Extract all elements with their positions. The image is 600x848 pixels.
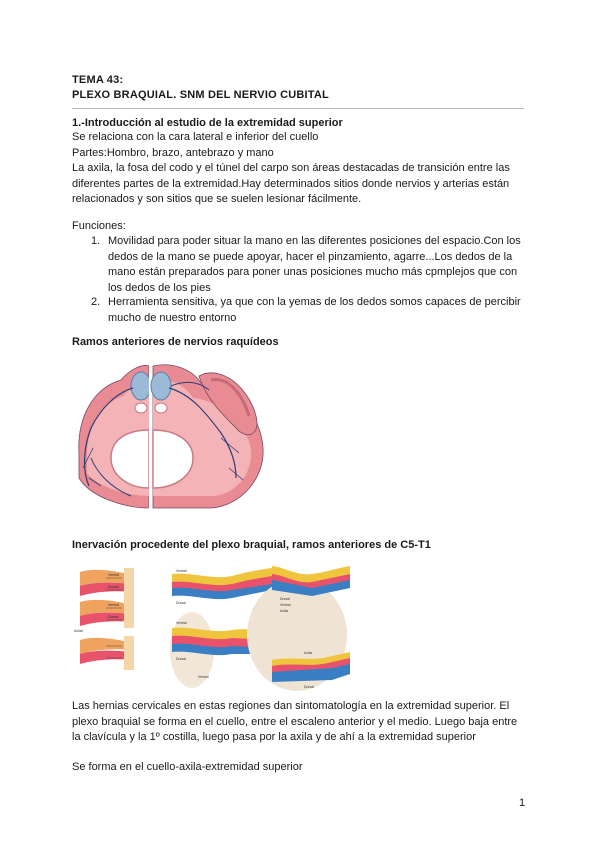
section1-heading: 1.-Introducción al estudio de la extremidad superior: [72, 117, 343, 129]
funciones-label: Funciones:: [72, 220, 126, 232]
list-item-1-line-2: dedos de la mano se puede apoyar, hacer el pinzamiento, agarre...Los dedos de la: [108, 250, 513, 263]
fig2-label-4: Dorsal: [108, 615, 119, 619]
fig2-label-2: Dorsal: [108, 585, 119, 589]
list-item-2-line-1: Herramienta sensitiva, ya que con la yemas de los dedos somos capaces de percibir: [108, 296, 521, 308]
page-number: 1: [519, 797, 526, 809]
hernias-line-2: plexo braquial se forma en el cuello, entre el escaleno anterior y el medio. Luego baja entre: [72, 715, 518, 728]
fig2-label-12: Ventral: [280, 603, 291, 607]
heading-ramos: Ramos anteriores de nervios raquídeos: [72, 336, 279, 348]
list-item-1-line-3: mano están preparados para poner unas posiciones mucho más cpmplejos que con: [108, 266, 518, 278]
intro-line-1: Se relaciona con la cara lateral e inferior del cuello: [72, 131, 319, 143]
fig2-label-11: Dorsal: [280, 597, 290, 601]
fig2-label-8: Ventral: [176, 621, 187, 625]
fig2-label-5: Axilar: [74, 629, 83, 633]
list-item-2-line-2: mucho de nuestro entorno: [108, 311, 237, 324]
heading-inervacion: Inervación procedente del plexo braquial, ramos anteriores de C5-T1: [72, 539, 431, 551]
fig2-label-10: Ventral: [198, 675, 209, 679]
fig2-label-6: Ventral: [176, 569, 187, 573]
intro-line-5: relacionados y son sitios que se suelen lesionar fácilmente.: [72, 193, 362, 205]
fig2-label-14: Axilar: [304, 651, 313, 655]
list-number-1: 1.: [91, 235, 101, 247]
hernias-line-3: la clavícula y la 1º costilla, luego pasa por la axila y de ahí a la extremidad superior: [72, 731, 476, 743]
doc-title-line1: TEMA 43:: [72, 74, 124, 86]
fig2-label-1: Ventral: [108, 573, 120, 577]
intro-line-3: La axila, la fosa del codo y el túnel del carpo son áreas destacadas de transición entre las: [72, 162, 510, 174]
fig2-label-15: Dorsal: [304, 685, 314, 689]
hernias-line-1: Las hernias cervicales en estas regiones dan sintomatología en la extremidad superior. El: [72, 700, 510, 712]
final-line: Se forma en el cuello-axila-extremidad superior: [72, 761, 303, 773]
list-number-2: 2.: [91, 296, 101, 308]
plexus-development-figure: [72, 560, 352, 696]
spinal-nerve-figure: [71, 358, 271, 516]
fig2-label-13: Axilar: [280, 609, 289, 613]
title-divider: [72, 108, 524, 109]
list-item-1-line-4: los dedos de los pies: [108, 281, 211, 294]
list-item-1-line-1: Movilidad para poder situar la mano en las diferentes posiciones del espacio.Con los: [108, 235, 521, 247]
fig2-label-3: Ventral: [108, 603, 120, 607]
fig2-label-7: Dorsal: [176, 601, 186, 605]
fig2-label-9: Dorsal: [176, 657, 186, 661]
intro-line-2: Partes:Hombro, brazo, antebrazo y mano: [72, 146, 274, 159]
doc-title-line2: PLEXO BRAQUIAL. SNM DEL NERVIO CUBITAL: [72, 89, 329, 101]
intro-line-4: diferentes partes de la extremidad.Hay determinados sitios donde nervios y arterias están: [72, 177, 510, 190]
